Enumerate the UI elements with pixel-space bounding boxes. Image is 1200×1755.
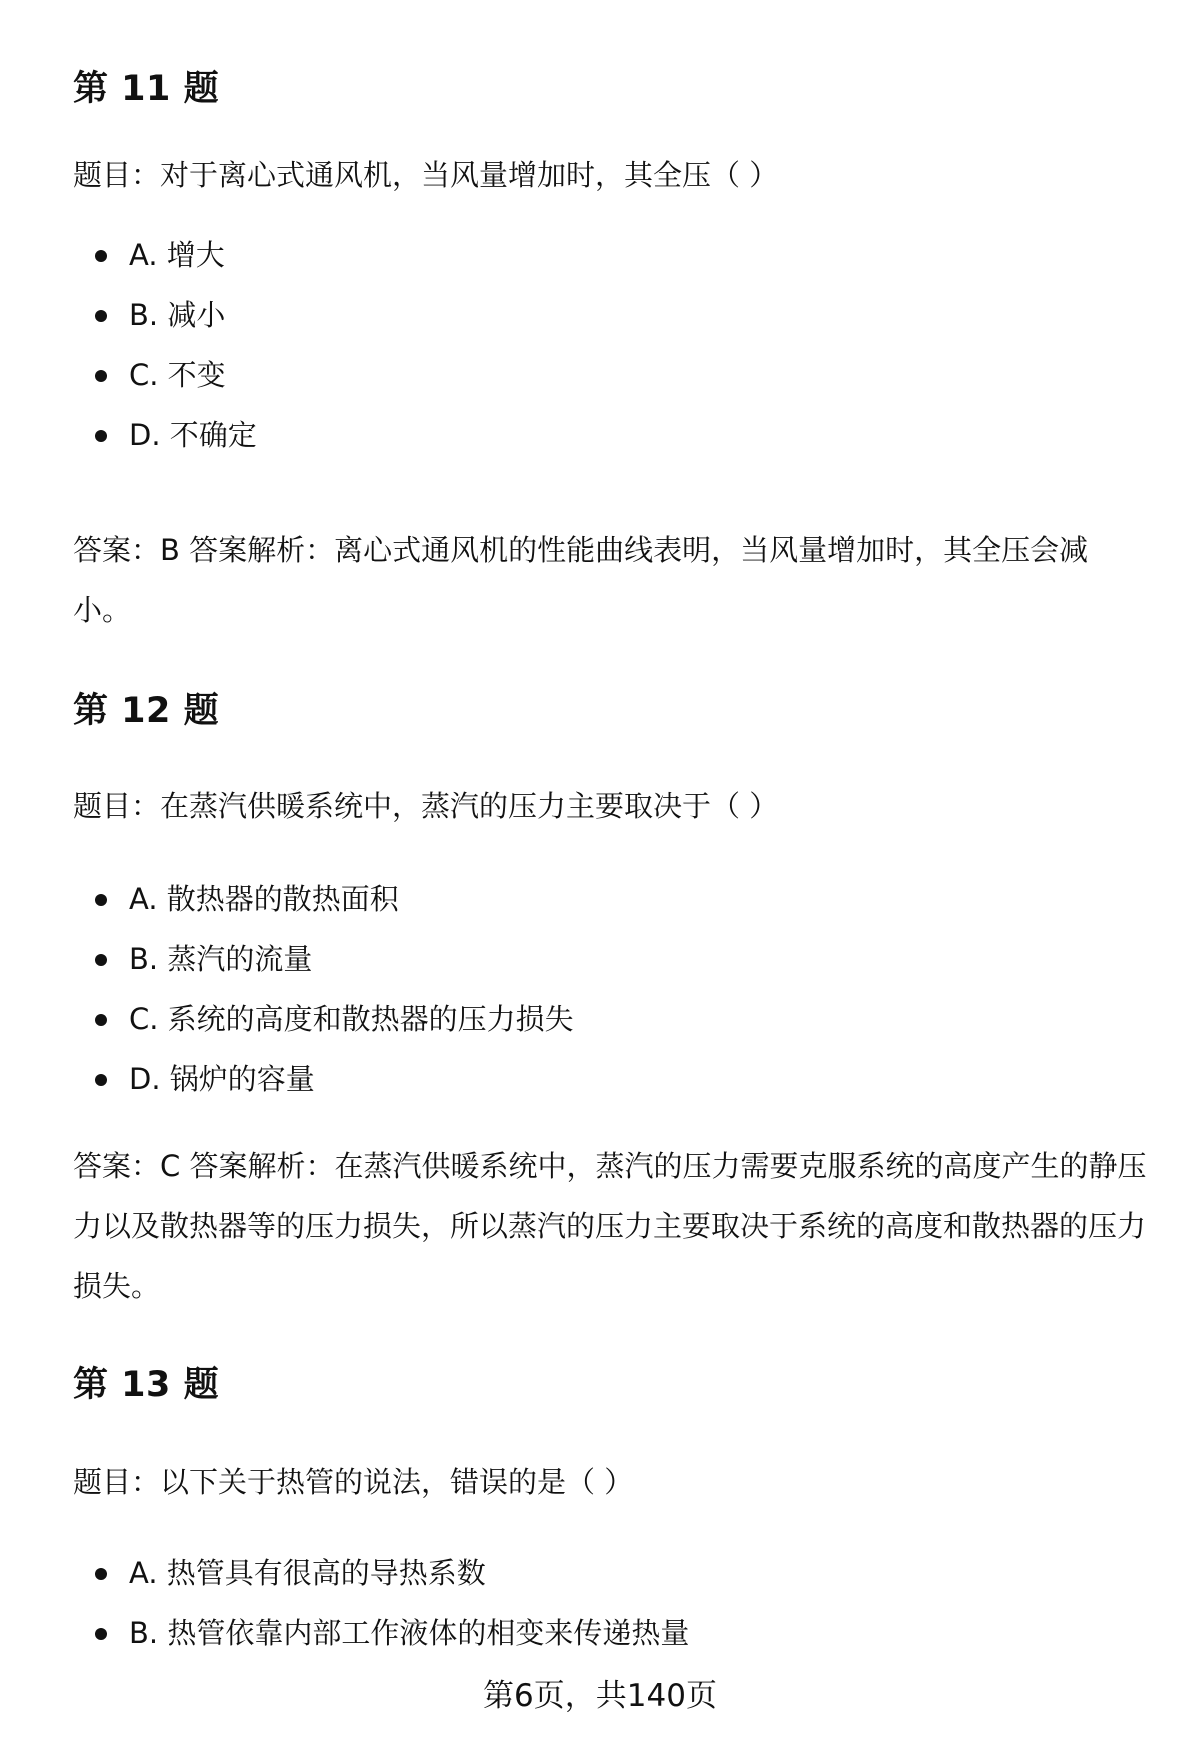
question-heading: 第 13 题 — [73, 1365, 220, 1405]
option-item: D. 锅炉的容量 — [73, 1059, 1073, 1119]
bullet-icon — [95, 310, 107, 322]
question-heading: 第 11 题 — [73, 69, 220, 109]
option-list — [73, 879, 1073, 1119]
option-item: C. 系统的高度和散热器的压力损失 — [73, 999, 1073, 1059]
option-list — [73, 235, 1073, 475]
bullet-icon — [95, 894, 107, 906]
answer-explanation: 答案：C 答案解析：在蒸汽供暖系统中，蒸汽的压力需要克服系统的高度产生的静压力以及散热器等的压力损失，所以蒸汽的压力主要取决于系统的高度和散热器的压力损失。 — [73, 1149, 1147, 1303]
option-item: C. 不变 — [73, 355, 1073, 415]
option-item: B. 热管依靠内部工作液体的相变来传递热量 — [73, 1613, 1073, 1673]
bullet-icon — [95, 1074, 107, 1086]
page-footer: 第6页，共140页 — [483, 1678, 717, 1714]
answer-explanation: 答案：B 答案解析：离心式通风机的性能曲线表明，当风量增加时，其全压会减小。 — [73, 533, 1089, 627]
option-item: B. 减小 — [73, 295, 1073, 355]
question-stem: 题目：在蒸汽供暖系统中，蒸汽的压力主要取决于（ ） — [73, 789, 779, 823]
bullet-icon — [95, 1014, 107, 1026]
option-item: D. 不确定 — [73, 415, 1073, 475]
bullet-icon — [95, 250, 107, 262]
question-heading: 第 12 题 — [73, 691, 220, 731]
bullet-icon — [95, 430, 107, 442]
option-list — [73, 1553, 1073, 1673]
option-item: A. 增大 — [73, 235, 1073, 295]
question-stem: 题目：以下关于热管的说法，错误的是（ ） — [73, 1465, 634, 1499]
option-item: A. 热管具有很高的导热系数 — [73, 1553, 1073, 1613]
option-item: A. 散热器的散热面积 — [73, 879, 1073, 939]
option-item: B. 蒸汽的流量 — [73, 939, 1073, 999]
bullet-icon — [95, 370, 107, 382]
bullet-icon — [95, 1568, 107, 1580]
bullet-icon — [95, 954, 107, 966]
question-stem: 题目：对于离心式通风机，当风量增加时，其全压（ ） — [73, 158, 779, 192]
bullet-icon — [95, 1628, 107, 1640]
